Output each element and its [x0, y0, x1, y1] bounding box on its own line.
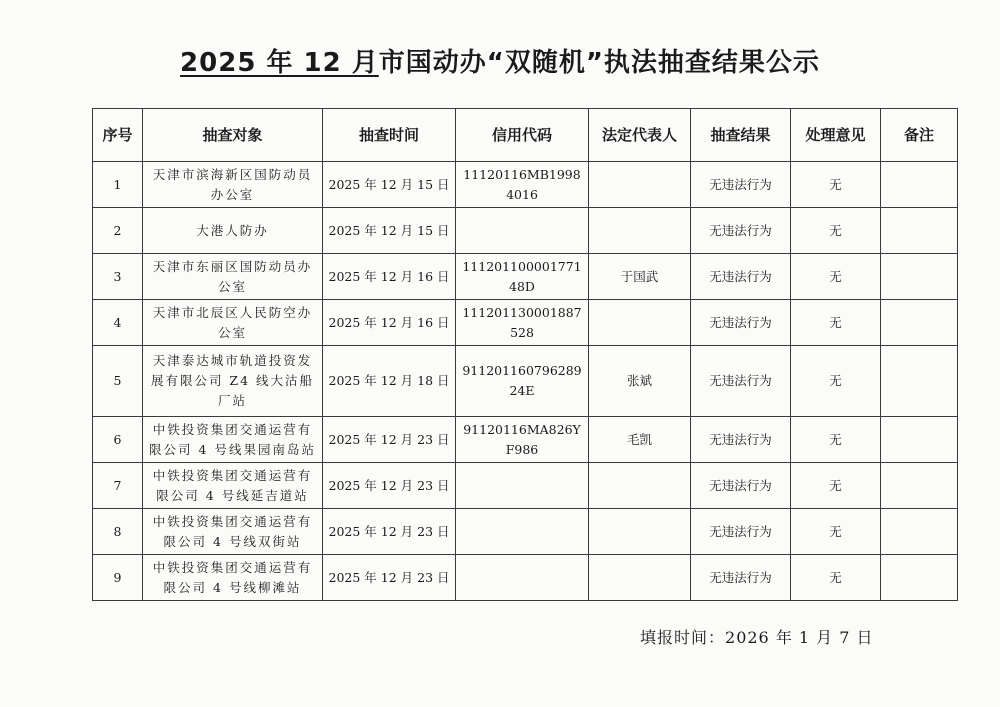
cell-result: 无违法行为	[691, 254, 791, 300]
cell-no: 8	[93, 509, 143, 555]
cell-date: 2025 年 12 月 15 日	[323, 208, 456, 254]
cell-no: 9	[93, 555, 143, 601]
cell-date: 2025 年 12 月 23 日	[323, 555, 456, 601]
cell-date: 2025 年 12 月 23 日	[323, 417, 456, 463]
cell-date: 2025 年 12 月 16 日	[323, 300, 456, 346]
cell-result: 无违法行为	[691, 509, 791, 555]
cell-result: 无违法行为	[691, 208, 791, 254]
header-row	[93, 109, 958, 162]
cell-note	[881, 208, 958, 254]
cell-rep: 于国武	[589, 254, 691, 300]
cell-code: 91120116079628924E	[456, 346, 589, 417]
cell-date: 2025 年 12 月 15 日	[323, 162, 456, 208]
col-header-opinion: 处理意见	[791, 109, 881, 162]
cell-no: 3	[93, 254, 143, 300]
fill-date	[640, 625, 874, 648]
col-header-rep: 法定代表人	[589, 109, 691, 162]
cell-target: 天津市东丽区国防动员办公室	[143, 254, 323, 300]
cell-result: 无违法行为	[691, 417, 791, 463]
cell-opinion: 无	[791, 417, 881, 463]
cell-date: 2025 年 12 月 23 日	[323, 463, 456, 509]
cell-target: 天津泰达城市轨道投资发展有限公司 Z4 线大沽船厂站	[143, 346, 323, 417]
cell-date: 2025 年 12 月 23 日	[323, 509, 456, 555]
cell-target: 大港人防办	[143, 208, 323, 254]
table-row	[93, 463, 958, 509]
col-header-note: 备注	[881, 109, 958, 162]
cell-opinion: 无	[791, 463, 881, 509]
inspection-table	[92, 108, 958, 601]
col-header-result: 抽查结果	[691, 109, 791, 162]
cell-result: 无违法行为	[691, 162, 791, 208]
table-row	[93, 417, 958, 463]
table-row	[93, 509, 958, 555]
cell-rep	[589, 555, 691, 601]
cell-rep	[589, 509, 691, 555]
cell-note	[881, 555, 958, 601]
cell-rep	[589, 300, 691, 346]
cell-target: 中铁投资集团交通运营有限公司 4 号线果园南岛站	[143, 417, 323, 463]
col-header-code: 信用代码	[456, 109, 589, 162]
cell-date: 2025 年 12 月 18 日	[323, 346, 456, 417]
cell-rep: 毛凯	[589, 417, 691, 463]
table-row	[93, 254, 958, 300]
col-header-date: 抽查时间	[323, 109, 456, 162]
table-row	[93, 346, 958, 417]
cell-rep: 张斌	[589, 346, 691, 417]
cell-result: 无违法行为	[691, 346, 791, 417]
cell-code	[456, 208, 589, 254]
cell-rep	[589, 208, 691, 254]
title-text: 市国动办“双随机”执法抽查结果公示	[378, 48, 820, 78]
cell-code	[456, 509, 589, 555]
cell-no: 6	[93, 417, 143, 463]
cell-result: 无违法行为	[691, 300, 791, 346]
cell-no: 5	[93, 346, 143, 417]
title-date: 2025 年 12 月	[180, 48, 379, 78]
cell-note	[881, 417, 958, 463]
cell-date: 2025 年 12 月 16 日	[323, 254, 456, 300]
cell-no: 7	[93, 463, 143, 509]
cell-target: 中铁投资集团交通运营有限公司 4 号线双街站	[143, 509, 323, 555]
cell-target: 天津市滨海新区国防动员办公室	[143, 162, 323, 208]
cell-opinion: 无	[791, 300, 881, 346]
cell-no: 4	[93, 300, 143, 346]
table-row	[93, 162, 958, 208]
cell-opinion: 无	[791, 555, 881, 601]
cell-opinion: 无	[791, 208, 881, 254]
cell-rep	[589, 463, 691, 509]
table-row	[93, 208, 958, 254]
cell-note	[881, 463, 958, 509]
cell-target: 中铁投资集团交通运营有限公司 4 号线柳滩站	[143, 555, 323, 601]
cell-code	[456, 555, 589, 601]
table-row	[93, 555, 958, 601]
col-header-no: 序号	[93, 109, 143, 162]
page-title	[0, 42, 1000, 79]
cell-note	[881, 509, 958, 555]
cell-code: 91120116MA826YF986	[456, 417, 589, 463]
cell-note	[881, 346, 958, 417]
col-header-target: 抽查对象	[143, 109, 323, 162]
fill-date-value: 2026 年 1 月 7 日	[725, 628, 874, 647]
cell-no: 2	[93, 208, 143, 254]
cell-note	[881, 162, 958, 208]
cell-target: 天津市北辰区人民防空办公室	[143, 300, 323, 346]
cell-note	[881, 254, 958, 300]
cell-result: 无违法行为	[691, 555, 791, 601]
cell-code	[456, 463, 589, 509]
cell-no: 1	[93, 162, 143, 208]
cell-code: 11120116MB19984016	[456, 162, 589, 208]
cell-opinion: 无	[791, 254, 881, 300]
cell-result: 无违法行为	[691, 463, 791, 509]
cell-note	[881, 300, 958, 346]
cell-opinion: 无	[791, 162, 881, 208]
cell-opinion: 无	[791, 509, 881, 555]
fill-date-label: 填报时间：	[640, 628, 726, 647]
cell-code: 111201130001887528	[456, 300, 589, 346]
table-row	[93, 300, 958, 346]
cell-code: 11120110000177148D	[456, 254, 589, 300]
cell-rep	[589, 162, 691, 208]
cell-target: 中铁投资集团交通运营有限公司 4 号线延吉道站	[143, 463, 323, 509]
cell-opinion: 无	[791, 346, 881, 417]
